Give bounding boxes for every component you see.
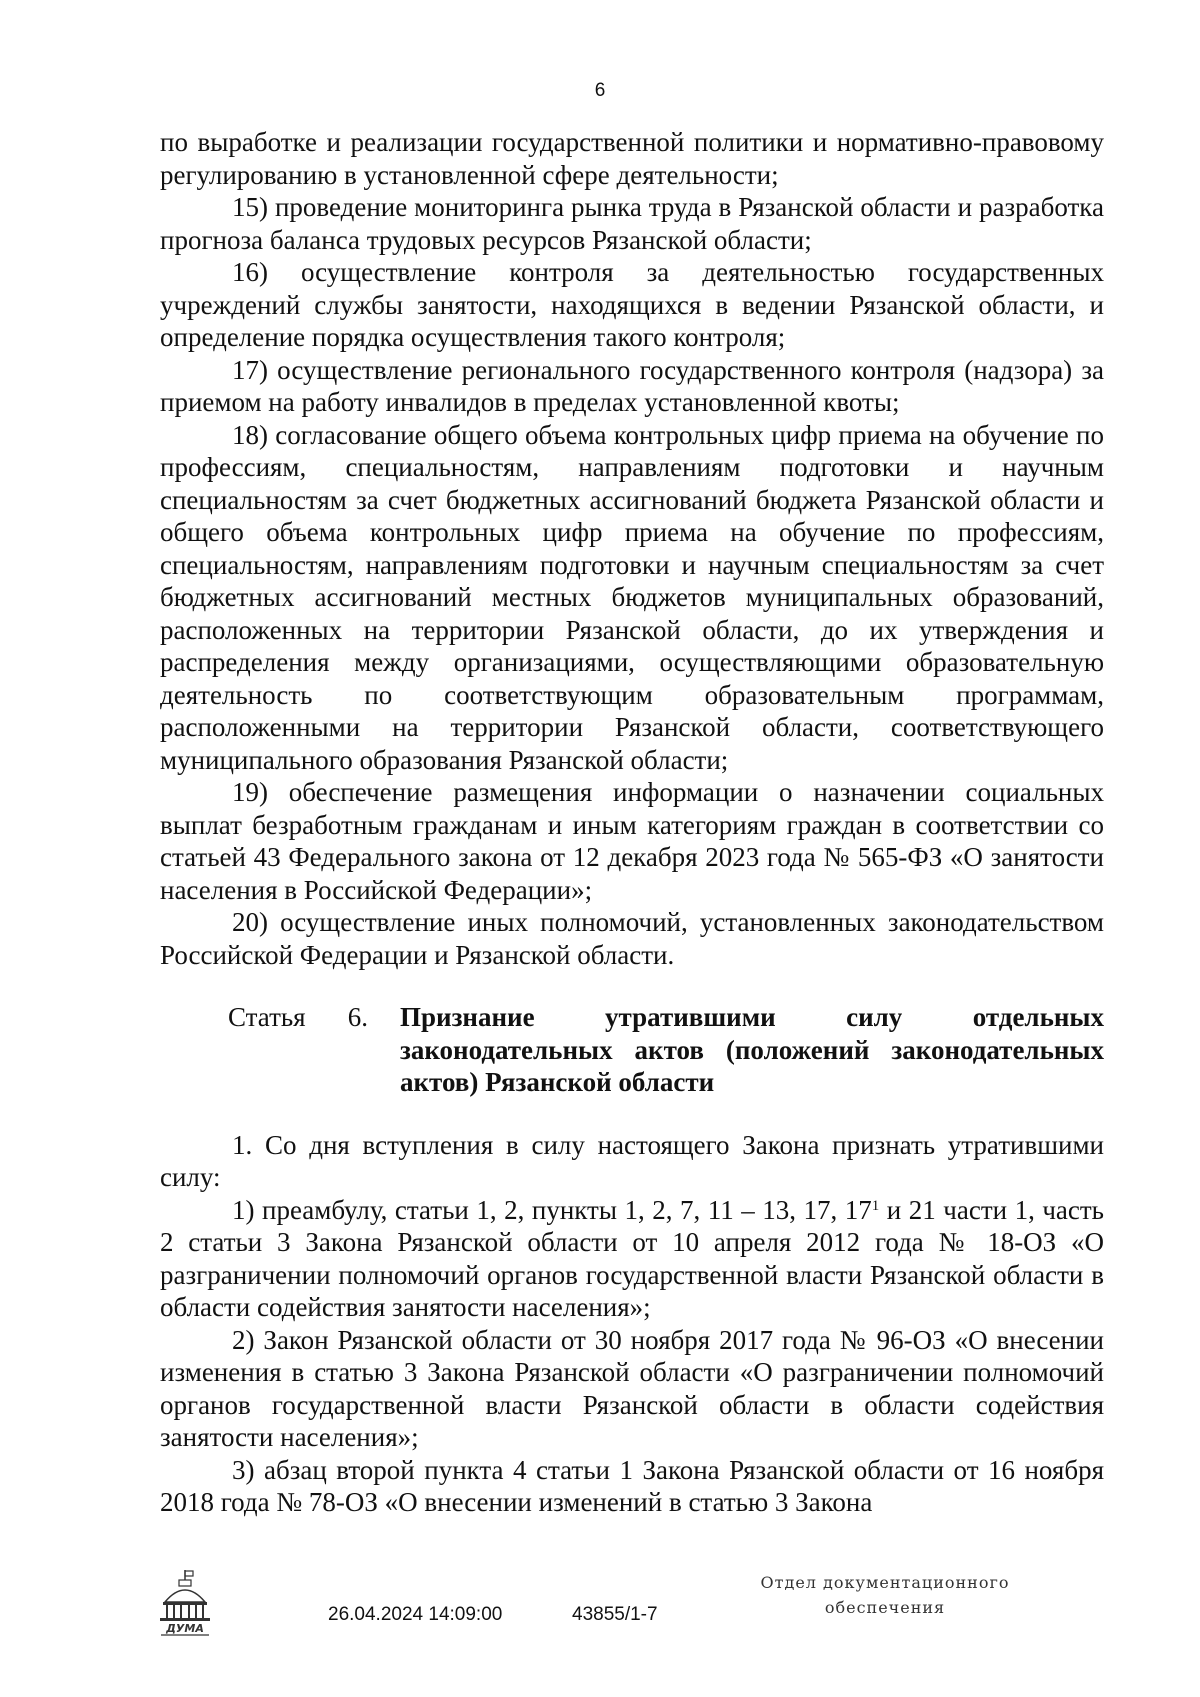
document-body <box>160 126 1104 1519</box>
clause-1: 1. Со дня вступления в силу настоящего Закона признать утратившими силу: <box>160 1129 1104 1192</box>
clause-text: 1) преамбулу, статьи 1, 2, пункты 1, 2, 7, 11 – 13, 17, 17 <box>232 1194 872 1225</box>
paragraph-item-15: 15) проведение мониторинга рынка труда в Рязанской области и разработка прогноза баланса трудовых ресурсов Рязанской области; <box>160 192 1104 255</box>
page-number: 6 <box>594 80 606 101</box>
clause-1-item-2: 2) Закон Рязанской области от 30 ноября 2017 года № 96-ОЗ «О внесении изменения в статью 3 Закона Рязанской области «О разграничении полномочий органов государственной власти Рязанской области в области содействия занятости населения»; <box>160 1324 1104 1452</box>
article-label <box>160 1001 400 1099</box>
stamp-line-1: Отдел документационного <box>760 1573 1010 1592</box>
article-number: 6. <box>347 1002 368 1032</box>
article-title: Признание утратившими силу отдельных законодательных актов (положений законодательных актов) Рязанской области <box>400 1002 1104 1097</box>
paragraph-item-16: 16) осуществление контроля за деятельностью государственных учреждений службы занятости, находящихся в ведении Рязанской области, и определение порядка осуществления такого контроля; <box>160 257 1104 352</box>
article-heading <box>160 1001 1104 1099</box>
paragraph-continuation: по выработке и реализации государственной политики и нормативно-правовому регулированию в установленной сфере деятельности; <box>160 127 1104 190</box>
page-footer <box>0 1560 1200 1670</box>
paragraph-item-18: 18) согласование общего объема контрольных цифр приема на обучение по профессиям, специальностям, направлениям подготовки и научным специальностям за счет бюджетных ассигнований бюджета Рязанской области и общего объема контрольных цифр приема на обучение по профессиям, специальностям, направлениям подготовки и научным специальностям за счет бюджетных ассигнований местных бюджетов муниципальных образований, расположенных на территории Рязанской области, до их утверждения и распределения между организациями, осуществляющими образовательную деятельность по соответствующим образовательным программам, расположенными на территории Рязанской области, соответствующего муниципального образования Рязанской области; <box>160 419 1104 775</box>
paragraph-item-19: 19) обеспечение размещения информации о назначении социальных выплат безработным гражданам и иным категориям граждан в соответствии со статьей 43 Федерального закона от 12 декабря 2023 года № 565-ФЗ «О занятости населения в Российской Федерации»; <box>160 777 1104 905</box>
paragraph-item-17: 17) осуществление регионального государственного контроля (надзора) за приемом на работу инвалидов в пределах установленной квоты; <box>160 354 1104 417</box>
clause-1-item-1 <box>160 1194 1104 1324</box>
paragraph-item-20: 20) осуществление иных полномочий, установленных законодательством Российской Федерации и Рязанской области. <box>160 907 1104 970</box>
department-stamp <box>735 1570 1035 1620</box>
footer-doc-number: 43855/1-7 <box>572 1604 658 1625</box>
svg-text:ДУМА: ДУМА <box>166 1622 204 1635</box>
superscript: 1 <box>871 1197 880 1214</box>
stamp-line-2: обеспечения <box>824 1598 946 1617</box>
article-word: Статья <box>228 1002 306 1032</box>
duma-logo-icon <box>157 1568 213 1636</box>
footer-date: 26.04.2024 14:09:00 <box>328 1604 503 1625</box>
clause-1-item-3: 3) абзац второй пункта 4 статьи 1 Закона Рязанской области от 16 ноября 2018 года № 78-ОЗ «О внесении изменений в статью 3 Закона <box>160 1454 1104 1517</box>
clause-text: и 21 части 1, часть 2 статьи 3 Закона Рязанской области от 10 апреля 2012 года № 18-ОЗ «О разграничении полномочий органов государственной власти Рязанской области в области содействия занятости населения»; <box>160 1194 1104 1322</box>
